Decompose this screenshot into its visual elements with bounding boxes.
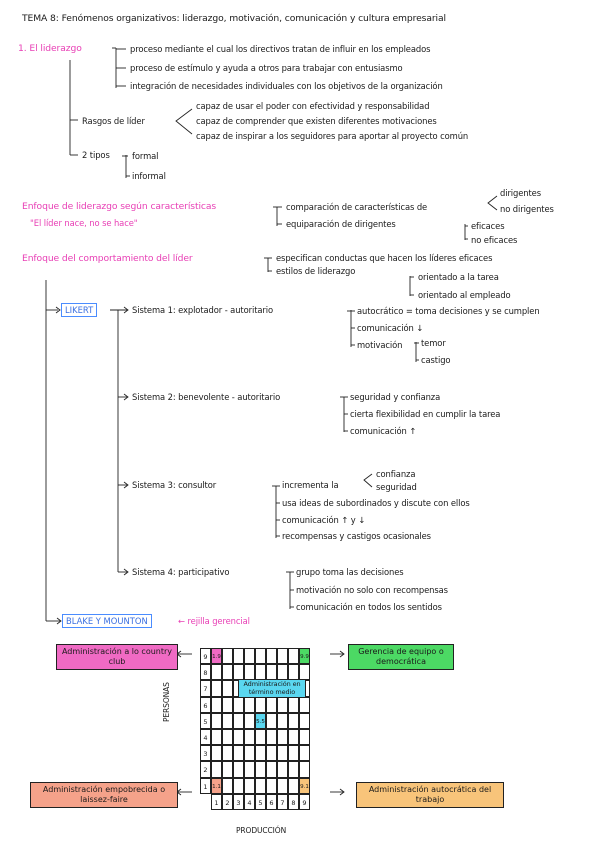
grid-cell [266,778,277,794]
grid-cell [244,664,255,680]
blake-box: BLAKE Y MOUNTON [62,614,152,628]
rasgo-item: capaz de comprender que existen diferentes motivaciones [196,116,437,126]
incrementa-item: confianza [376,469,416,479]
grid-cell [255,697,266,713]
x-tick: 6 [266,794,277,810]
x-tick: 3 [233,794,244,810]
y-tick: 1 [200,778,211,794]
grid-cell [211,745,222,761]
grid-cell [255,778,266,794]
y-tick: 8 [200,664,211,680]
grid-cell [244,778,255,794]
grid-cell [222,697,233,713]
grid-cell [255,729,266,745]
def-item: proceso de estímulo y ayuda a otros para trabajar con entusiasmo [130,63,403,73]
s3-item: incrementa la [282,480,339,490]
grid-cell-9-9: 9.9 [299,648,310,664]
grid-cell [222,648,233,664]
grid-cell [299,745,310,761]
grid-cell [299,729,310,745]
grid-cell [255,761,266,777]
grid-cell [266,729,277,745]
grid-cell [288,697,299,713]
grid-cell [233,648,244,664]
incrementa-item: seguridad [376,482,417,492]
s1-item: autocrático = toma decisiones y se cumplen [357,306,540,316]
y-tick: 5 [200,713,211,729]
grid-cell [266,761,277,777]
grid-cell [266,697,277,713]
grid-cell [277,648,288,664]
grid-cell [288,729,299,745]
y-tick: 6 [200,697,211,713]
grid-cell [244,745,255,761]
grid-cell [299,761,310,777]
caract-item: comparación de características de [286,202,428,212]
y-tick: 7 [200,680,211,696]
label-country-club: Administración a lo country club [56,644,178,670]
grid-cell [299,664,310,680]
grid-cell [277,778,288,794]
comp-item: especifican conductas que hacen los líderes eficaces [276,253,493,263]
grid-cell-1-9: 1.9 [211,648,222,664]
x-tick: 4 [244,794,255,810]
y-tick: 9 [200,648,211,664]
def-item: proceso mediante el cual los directivos tratan de influir en los empleados [130,44,431,54]
tipo-item: formal [132,151,159,161]
tipo-item: informal [132,171,166,181]
grid-cell [277,745,288,761]
grid-cell [233,761,244,777]
s2-item: comunicación ↑ [350,426,417,436]
x-tick: 2 [222,794,233,810]
grid-cell [233,697,244,713]
grid-cell [288,664,299,680]
grid-cell [277,664,288,680]
grid-cell [266,745,277,761]
grid-cell [255,745,266,761]
s4-item: grupo toma las decisiones [296,567,404,577]
center-label: Administración en término medio [238,679,306,698]
grid-cell [233,713,244,729]
dirigentes-item: dirigentes [500,188,541,198]
grid-cell [299,697,310,713]
sistema-4-label: Sistema 4: participativo [132,567,230,577]
s3-item: comunicación ↑ y ↓ [282,515,366,525]
grid-cell [288,713,299,729]
grid-cell [244,648,255,664]
sistema-1-label: Sistema 1: explotador - autoritario [132,305,274,315]
sistema-3-label: Sistema 3: consultor [132,480,217,490]
x-tick: 8 [288,794,299,810]
rasgo-item: capaz de usar el poder con efectividad y responsabilidad [196,101,430,111]
x-tick: 9 [299,794,310,810]
s3-item: usa ideas de subordinados y discute con ellos [282,498,470,508]
s2-item: seguridad y confianza [350,392,441,402]
grid-cell [222,761,233,777]
grid-cell [288,648,299,664]
motivacion-item: temor [421,338,446,348]
label-empobrecida: Administración empobrecida o laissez-faire [30,782,178,808]
y-tick: 3 [200,745,211,761]
grid-cell [277,761,288,777]
s4-item: motivación no solo con recompensas [296,585,448,595]
def-item: integración de necesidades individuales con los objetivos de la organización [130,81,443,91]
estilo-item: orientado al empleado [418,290,511,300]
estilo-item: orientado a la tarea [418,272,499,282]
grid-cell [288,761,299,777]
grid-cell [288,778,299,794]
grid-cell [222,713,233,729]
grid-cell [233,778,244,794]
comp-item: estilos de liderazgo [276,266,356,276]
grid-cell [244,697,255,713]
grid-cell [244,713,255,729]
grid-cell [222,680,233,696]
grid-cell [222,745,233,761]
sistema-2-label: Sistema 2: benevolente - autoritario [132,392,281,402]
grid-cell [255,648,266,664]
grid-cell [211,729,222,745]
grid-cell [244,729,255,745]
grid-cell [233,664,244,680]
grid-cell [244,761,255,777]
x-tick: 5 [255,794,266,810]
grid-cell [233,745,244,761]
s4-item: comunicación en todos los sentidos [296,602,442,612]
grid-cell [266,713,277,729]
grid-cell [277,729,288,745]
tipos-label: 2 tipos [82,150,110,160]
rasgo-item: capaz de inspirar a los seguidores para aportar al proyecto común [196,131,469,141]
grid-cell [299,713,310,729]
eficaces-item: no eficaces [471,235,518,245]
grid-cell [211,697,222,713]
grid-cell [266,648,277,664]
rasgos-label: Rasgos de líder [82,116,145,126]
s1-item: motivación [357,340,403,350]
grid-cell-9-1: 9.1 [299,778,310,794]
section-liderazgo-heading: 1. El liderazgo [18,43,82,54]
y-tick: 4 [200,729,211,745]
page-title: TEMA 8: Fenómenos organizativos: liderazgo, motivación, comunicación y cultura empresarial [22,13,446,24]
grid-cell [211,664,222,680]
rejilla-note: ← rejilla gerencial [178,616,250,626]
grid-cell [211,713,222,729]
x-tick: 1 [211,794,222,810]
s2-item: cierta flexibilidad en cumplir la tarea [350,409,501,419]
y-axis-label: PERSONAS [162,682,171,722]
likert-box: LIKERT [61,303,97,317]
caract-item: equiparación de dirigentes [286,219,396,229]
section-comportamiento-heading: Enfoque del comportamiento del líder [22,253,193,264]
grid-cell [288,745,299,761]
grid-cell [233,729,244,745]
s3-item: recompensas y castigos ocasionales [282,531,431,541]
grid-cell [277,697,288,713]
grid-cell [266,664,277,680]
grid-cell [277,713,288,729]
y-tick: 2 [200,761,211,777]
label-gerencia-equipo: Gerencia de equipo o democrática [348,644,454,670]
label-autocratica: Administración autocrática del trabajo [356,782,504,808]
x-axis-label: PRODUCCIÓN [236,826,287,835]
dirigentes-item: no dirigentes [500,204,554,214]
grid-cell-5-5: 5.5 [255,713,266,729]
quote: "El líder nace, no se hace" [30,218,138,228]
grid-cell [222,729,233,745]
grid-cell-1-1: 1.1 [211,778,222,794]
grid-cell [255,664,266,680]
section-caracteristicas-heading: Enfoque de liderazgo según características [22,201,217,212]
eficaces-item: eficaces [471,221,505,231]
s1-item: comunicación ↓ [357,323,424,333]
x-tick: 7 [277,794,288,810]
grid-cell [211,680,222,696]
motivacion-item: castigo [421,355,451,365]
grid-cell [222,664,233,680]
grid-cell [222,778,233,794]
grid-cell [211,761,222,777]
